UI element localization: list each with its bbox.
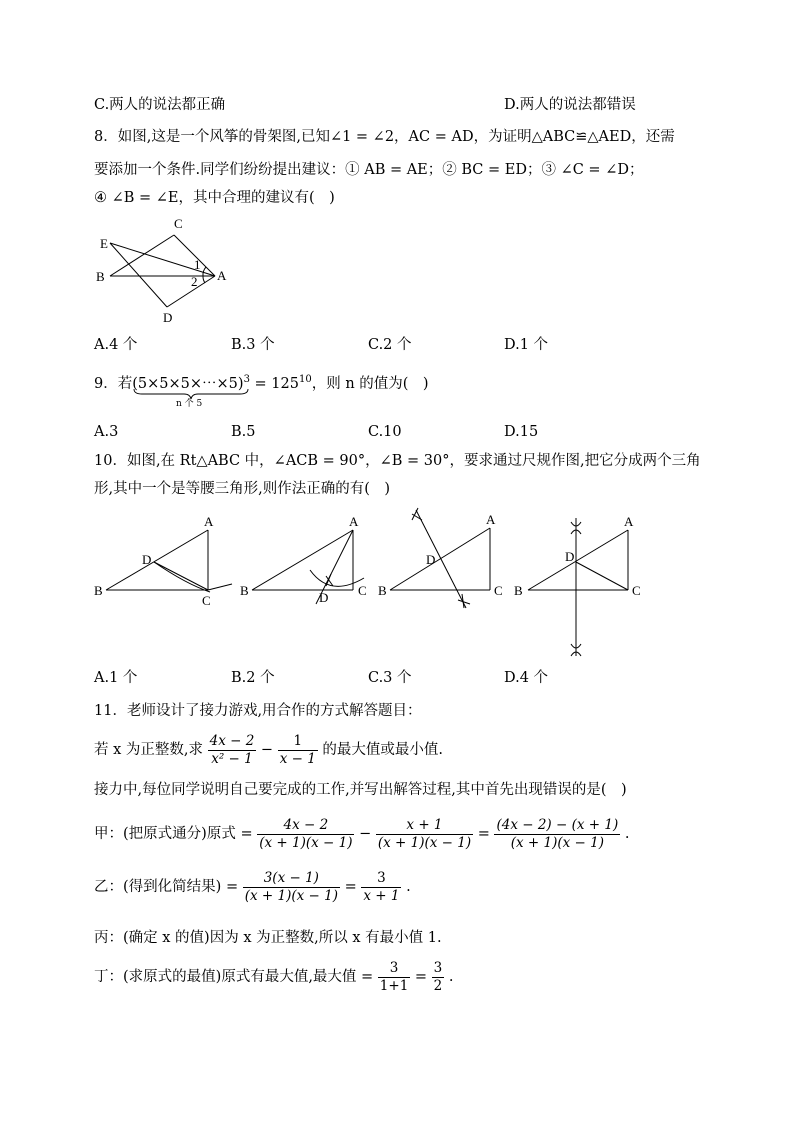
q9-rhs-exponent: 10 [298, 374, 312, 385]
q9-equals: = 125 [254, 375, 299, 392]
q9-exponent: 3 [243, 374, 250, 385]
q9-suffix: ，则 n 的值为( ) [311, 375, 429, 392]
q10-option-d: D.4 个 [504, 670, 549, 686]
fig1-label-c: C [202, 593, 211, 608]
q10-figure-4 [510, 510, 660, 660]
q11-jia-frac3 [494, 817, 620, 852]
fig3-label-b: B [378, 583, 387, 598]
q11-jia-frac2 [376, 817, 473, 852]
q11-yi-frac1-num: 3(x − 1) [243, 870, 340, 888]
q10-option-c: C.3 个 [368, 670, 412, 686]
q11-ding-frac2-num: 3 [433, 959, 443, 976]
q11-jia-frac1-num: 4x − 2 [257, 817, 354, 835]
kite-label-a: A [217, 268, 227, 283]
q10-line1: 10．如图,在 Rt△ABC 中，∠ACB = 90°，∠B = 30°，要求通过尺规作图,把它分成两个三角 [94, 453, 701, 469]
q11-ding-frac2-den: 2 [433, 977, 443, 994]
q11-yi-frac1 [243, 870, 340, 905]
q7-option-d: D.两人的说法都错误 [504, 97, 636, 113]
fig3-label-d: D [426, 552, 436, 567]
fig2-label-a: A [349, 514, 359, 529]
q11-ding: 丁：(求原式的最值)原式有最大值,最大值 = $\frac{3}{1+1}$ = $\frac{3}{2}$ . [94, 959, 454, 994]
q9-brace-label: n 个 5 [176, 399, 203, 409]
q10-option-b: B.2 个 [231, 670, 275, 686]
q11-line1: 11．老师设计了接力游戏,用合作的方式解答题目： [94, 703, 422, 719]
q11-yi-label: 乙：(得到化简结果) [94, 879, 222, 895]
kite-label-e: E [100, 236, 108, 251]
q11-yi-frac1-den: (x + 1)(x − 1) [244, 887, 338, 904]
q11-jia-frac3-den: (x + 1)(x − 1) [510, 834, 604, 851]
q11-task-frac1-num: 4x − 2 [209, 732, 255, 749]
q10-option-a: A.1 个 [94, 670, 138, 686]
q9-option-d: D.15 [504, 424, 539, 440]
q10-figure-1 [90, 508, 240, 608]
q8-option-d: D.1 个 [504, 337, 549, 353]
kite-label-c: C [174, 216, 183, 231]
fig2-label-b: B [240, 583, 249, 598]
kite-figure [90, 212, 240, 327]
fig3-label-c: C [494, 583, 503, 598]
kite-label-angle2: 2 [191, 274, 198, 289]
q11-task-suffix: 的最大值或最小值. [322, 742, 444, 758]
q11-yi-frac2-num: 3 [361, 870, 401, 888]
q11-jia-frac3-num: (4x − 2) − (x + 1) [496, 816, 619, 833]
q11-line3: 接力中,每位同学说明自己要完成的工作,并写出解答过程,其中首先出现错误的是( ) [94, 782, 627, 798]
q11-jia-frac1 [257, 817, 354, 852]
q8-line2: 要添加一个条件.同学们纷纷提出建议：① AB = AE；② BC = ED；③ ∠C = ∠D； [94, 162, 644, 178]
q8-line1: 8．如图,这是一个风筝的骨架图,已知∠1 = ∠2，AC = AD，为证明△ABC≌△AED，还需 [94, 129, 675, 145]
fig4-label-b: B [514, 583, 523, 598]
q9-option-a: A.3 [94, 424, 119, 440]
q11-ding-frac1-num: 3 [378, 960, 411, 978]
q8-option-b: B.3 个 [231, 337, 275, 353]
fig2-label-d: D [319, 590, 329, 605]
q11-jia-frac2-num: x + 1 [376, 817, 473, 835]
q11-task-frac2 [278, 733, 318, 768]
q11-task: 若 x 为正整数,求 $\frac{4x - 2}{\text{x² − 1}}$ − $\frac{1}{x - 1}$ 的最大值或最小值. [94, 732, 444, 767]
q9-option-b: B.5 [231, 424, 256, 440]
q11-jia: 甲：(把原式通分)原式 = $\frac{4x - 2}{(x + 1)(x - 1)}$ − $\frac{x + 1}{(x + 1)(x - 1)}$ = $\frac{(4x - 2) - (x + 1)}{(x + 1)(x - 1)}$ . [94, 816, 630, 851]
kite-label-d: D [163, 310, 173, 325]
q9-option-c: C.10 [368, 424, 402, 440]
q9-expression: (5×5×5×⋯×5) [132, 375, 244, 392]
fig2-label-c: C [358, 583, 367, 598]
fig1-label-b: B [94, 583, 103, 598]
q11-task-frac2-num: 1 [278, 733, 318, 751]
q11-ding-label: 丁：(求原式的最值)原式有最大值,最大值 [94, 969, 357, 985]
fig4-label-c: C [632, 583, 641, 598]
q11-task-frac1 [208, 733, 257, 768]
q10-line2: 形,其中一个是等腰三角形,则作法正确的有( ) [94, 481, 391, 497]
q11-jia-label: 甲：(把原式通分)原式 [94, 826, 236, 842]
fig1-label-d: D [142, 552, 152, 567]
q11-task-prefix: 若 x 为正整数,求 [94, 742, 204, 758]
q8-option-a: A.4 个 [94, 337, 138, 353]
q8-option-c: C.2 个 [368, 337, 412, 353]
q11-yi-frac2 [361, 870, 401, 905]
q11-ding-frac1-den: 1+1 [379, 977, 409, 994]
q11-ding-frac1 [378, 960, 411, 995]
fig4-label-a: A [624, 514, 634, 529]
q10-figure-2 [232, 508, 382, 608]
q11-jia-frac2-den: (x + 1)(x − 1) [377, 834, 472, 851]
q11-bing: 丙：(确定 x 的值)因为 x 为正整数,所以 x 有最小值 1. [94, 930, 442, 946]
fig3-label-a: A [486, 512, 496, 527]
q11-ding-frac2 [432, 960, 445, 995]
fig1-label-a: A [204, 514, 214, 529]
kite-label-b: B [96, 269, 105, 284]
q11-task-frac1-den: x² − 1 [211, 750, 253, 767]
q9-prefix: 9．若 [94, 375, 133, 392]
q10-figure-3 [372, 504, 522, 612]
q7-option-c: C.两人的说法都正确 [94, 97, 226, 113]
q11-jia-frac1-den: (x + 1)(x − 1) [259, 834, 353, 851]
q11-task-frac2-den: x − 1 [279, 750, 316, 767]
q11-yi: 乙：(得到化简结果) = $\frac{3(x - 1)}{(x + 1)(x - 1)}$ = $\frac{3}{x + 1}$ . [94, 869, 411, 904]
q8-line3: ④ ∠B = ∠E，其中合理的建议有( ) [94, 190, 335, 206]
q11-yi-frac2-den: x + 1 [363, 887, 400, 904]
fig4-label-d: D [565, 549, 575, 564]
kite-label-angle1: 1 [194, 257, 201, 272]
